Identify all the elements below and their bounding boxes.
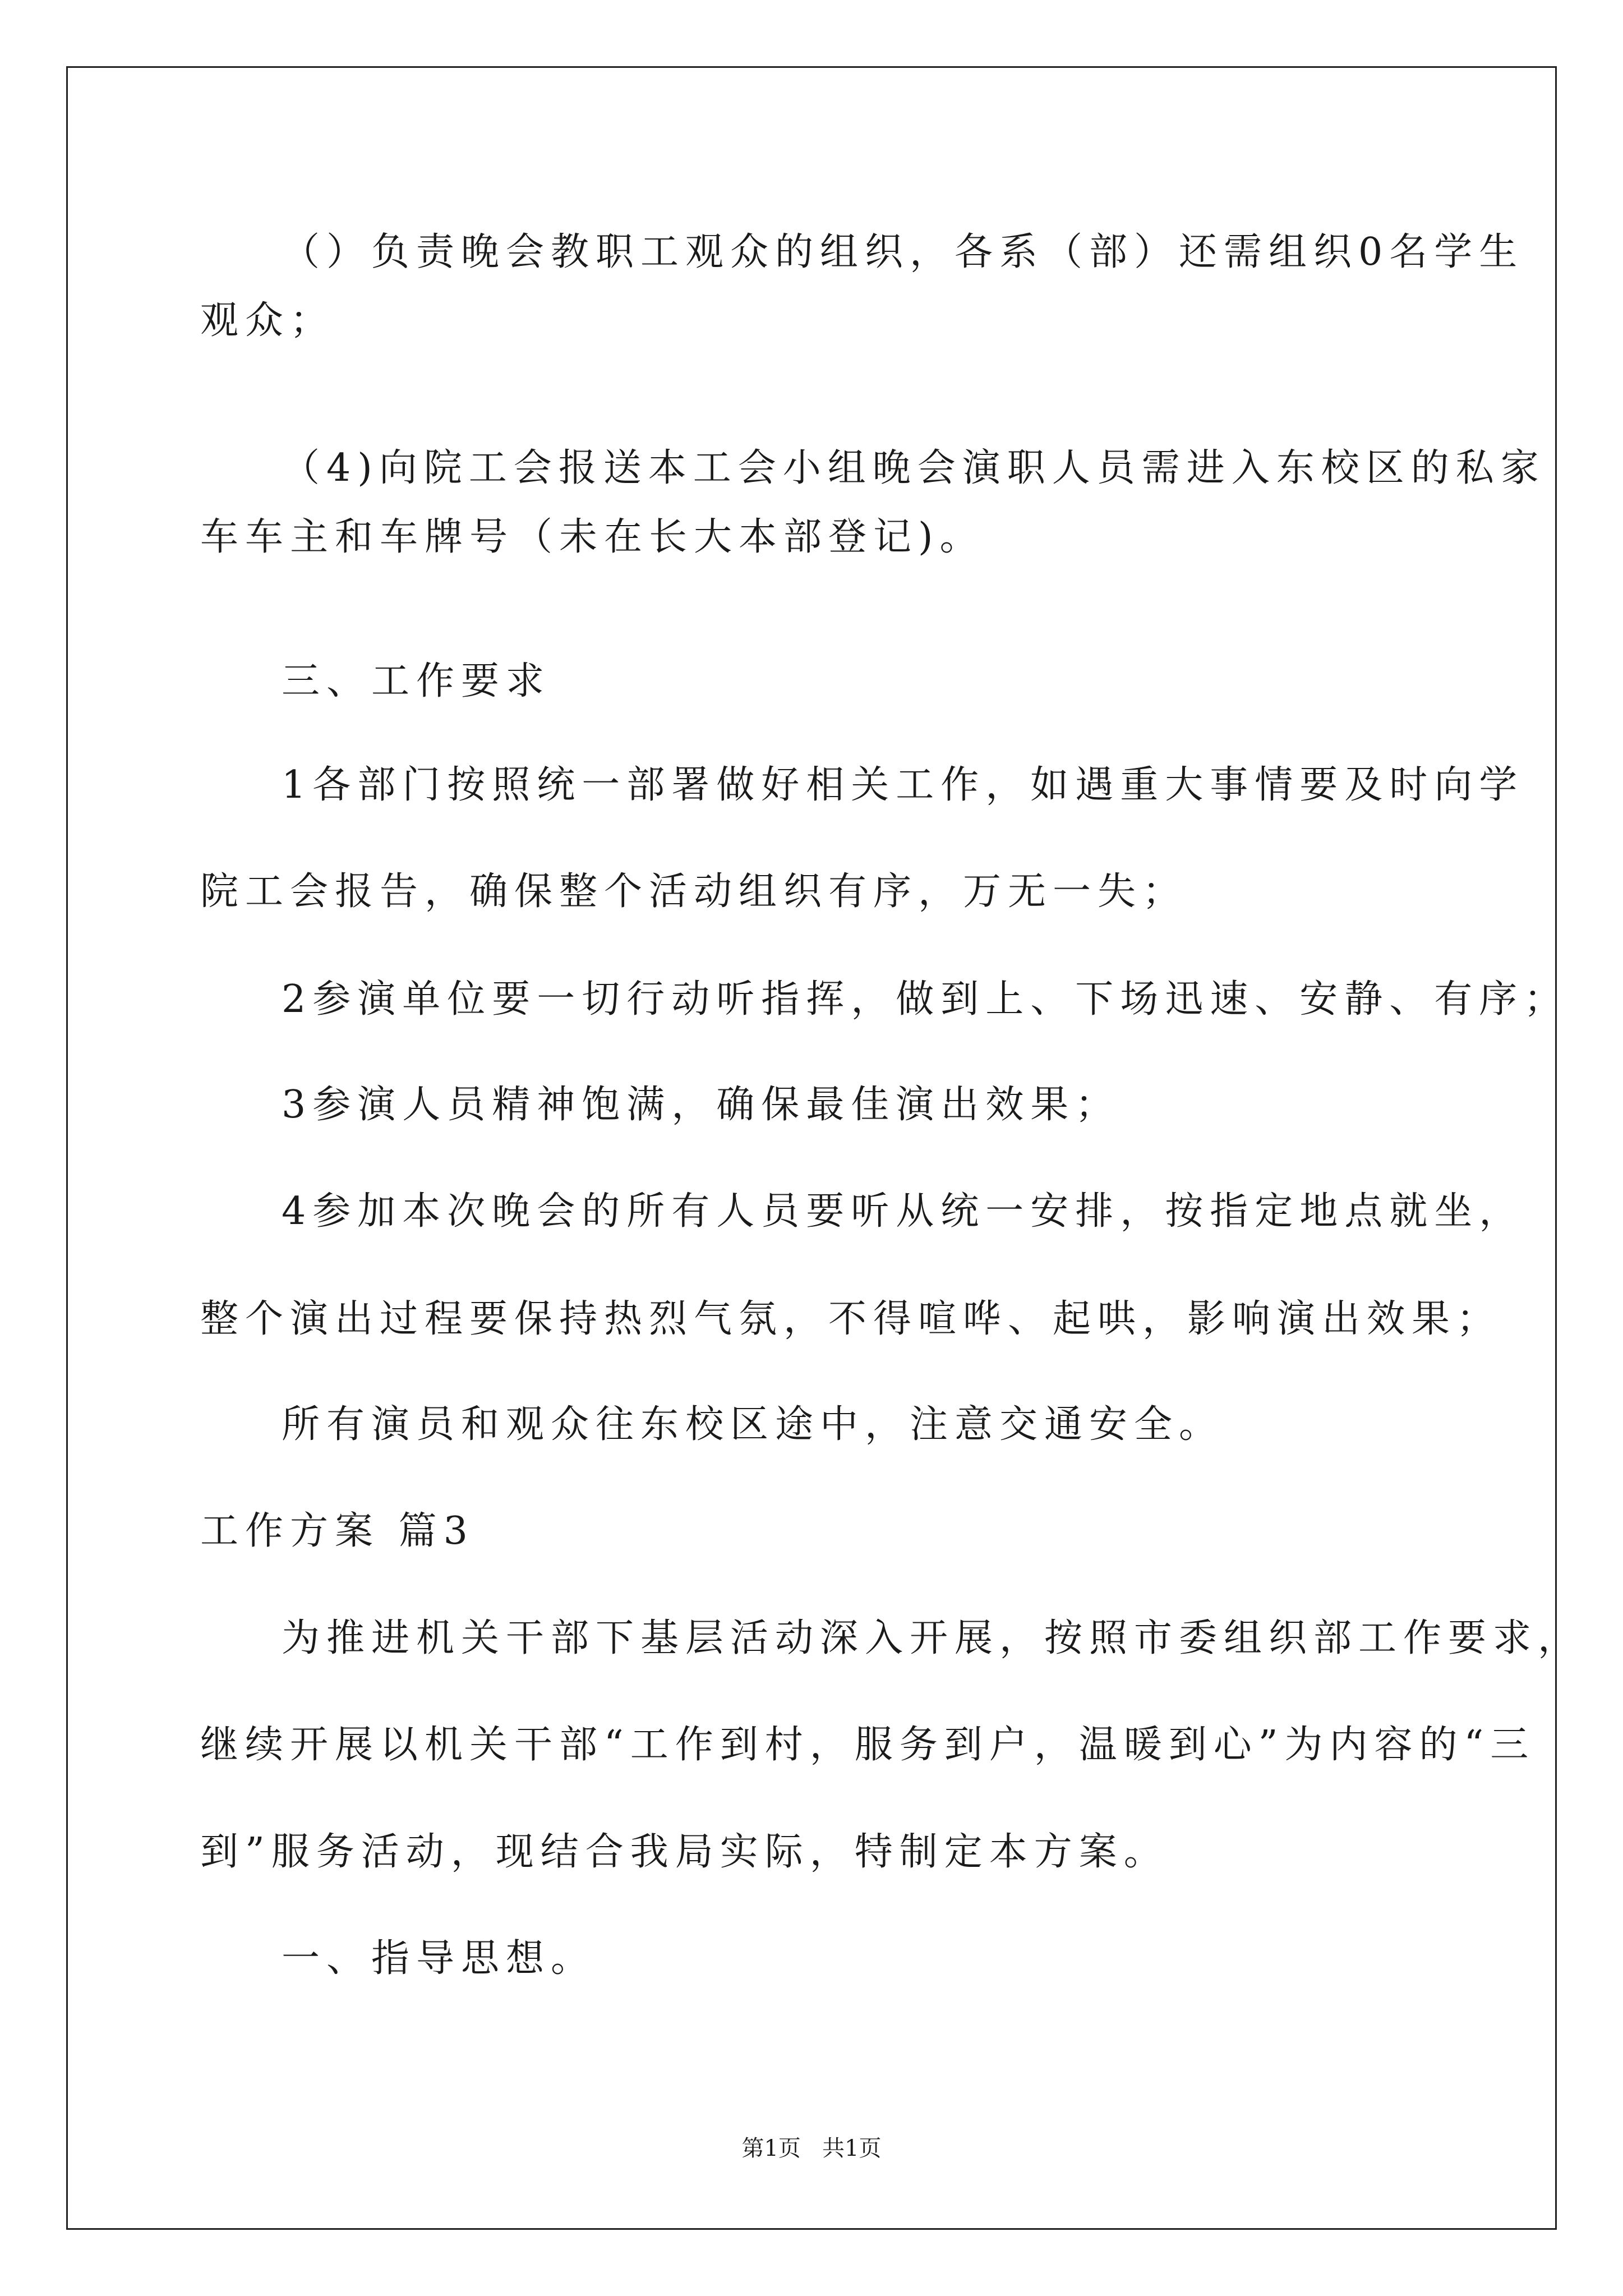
section-heading: 三、工作要求 bbox=[282, 659, 551, 703]
paragraph-line: 4参加本次晚会的所有人员要听从统一安排，按指定地点就坐， bbox=[282, 1189, 1524, 1234]
paragraph-line: （）负责晚会教职工观众的组织，各系（部）还需组织0名学生 bbox=[282, 230, 1524, 274]
paragraph-line: 车车主和车牌号（未在长大本部登记)。 bbox=[200, 515, 985, 559]
paragraph-line: 1各部门按照统一部署做好相关工作，如遇重大事情要及时向学 bbox=[282, 763, 1524, 807]
paragraph-line: 整个演出过程要保持热烈气氛，不得喧哗、起哄，影响演出效果； bbox=[200, 1297, 1502, 1341]
paragraph-line: 到”服务活动，现结合我局实际，特制定本方案。 bbox=[200, 1830, 1169, 1874]
paragraph-line: （4)向院工会报送本工会小组晚会演职人员需进入东校区的私家 bbox=[282, 446, 1546, 490]
paragraph-line: 2参演单位要一切行动听指挥，做到上、下场迅速、安静、有序； bbox=[282, 977, 1569, 1022]
paragraph-line: 观众； bbox=[200, 298, 335, 343]
page-border bbox=[66, 66, 1557, 2230]
paragraph-line: 为推进机关干部下基层活动深入开展，按照市委组织部工作要求， bbox=[282, 1616, 1583, 1660]
page-number-footer: 第1页 共1页 bbox=[741, 2136, 882, 2161]
section-title: 工作方案 篇3 bbox=[200, 1509, 474, 1553]
paragraph-line: 院工会报告，确保整个活动组织有序，万无一失； bbox=[200, 869, 1188, 914]
section-heading: 一、指导思想。 bbox=[282, 1936, 596, 1981]
paragraph-line: 所有演员和观众往东校区途中，注意交通安全。 bbox=[282, 1402, 1224, 1447]
paragraph-line: 继续开展以机关干部“工作到村，服务到户，温暖到心”为内容的“三 bbox=[200, 1723, 1536, 1767]
paragraph-line: 3参演人员精神饱满，确保最佳演出效果； bbox=[282, 1083, 1121, 1127]
